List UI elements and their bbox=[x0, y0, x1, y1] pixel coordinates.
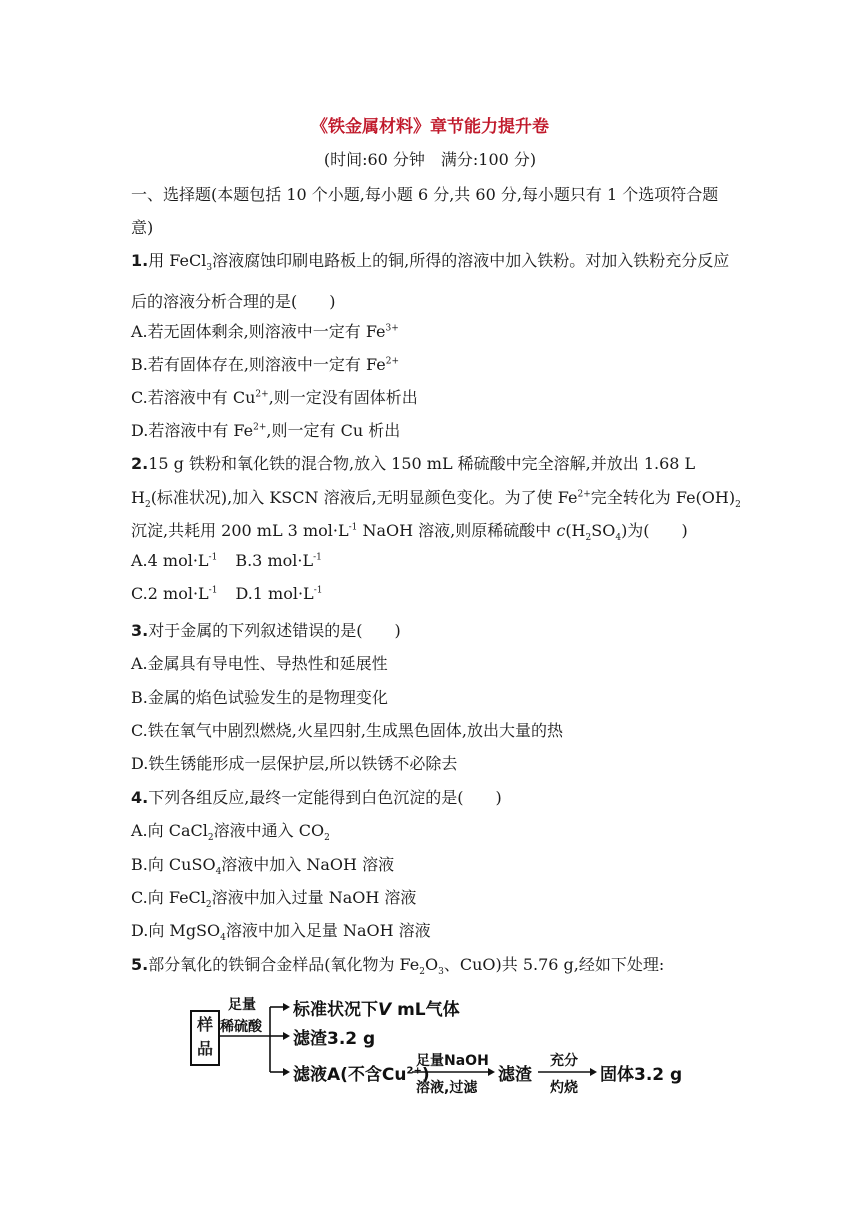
gas-output-label: 标准状况下V mL气体 bbox=[293, 1000, 460, 1020]
residue-output-label: 滤渣3.2 g bbox=[293, 1029, 376, 1049]
question-2-stem-line-3: 沉淀,共耗用 200 mL 3 $mol\cdot L^{-1}$ NaOH 溶液,则原稀硫酸中 $c(H_2SO_4)$为( ) bbox=[131, 521, 688, 544]
residue-2-label: 滤渣 bbox=[498, 1065, 532, 1085]
exam-info: (时间:60 分钟 满分:100 分) bbox=[323, 150, 537, 169]
page-title: 《铁金属材料》章节能力提升卷 bbox=[311, 117, 549, 137]
question-1-option-c: C.若溶液中有 $Cu^{2+}$,则一定没有固体析出 bbox=[131, 388, 418, 407]
question-3-option-a: A.金属具有导电性、导热性和延展性 bbox=[131, 654, 388, 673]
process-flow-diagram bbox=[190, 990, 690, 1100]
question-5-stem: 5.部分氧化的铁铜合金样品(氧化物为 $Fe_2O_3$、CuO)共 5.76 g,经如下处理: bbox=[131, 955, 665, 978]
question-3-option-c: C.铁在氧气中剧烈燃烧,火星四射,生成黑色固体,放出大量的热 bbox=[131, 721, 564, 740]
question-2-option-c: C.2 $mol\cdot L^{-1}$ bbox=[131, 584, 218, 603]
question-1-stem: 1.用 FeCl$_3$溶液腐蚀印刷电路板上的铜,所得的溶液中加入铁粉。对加入铁粉充分反应后的溶液分析合理的是( ) bbox=[131, 251, 730, 312]
naoh-step-top-label: 足量NaOH bbox=[416, 1053, 489, 1069]
question-number: 5. bbox=[131, 955, 149, 974]
question-number: 3. bbox=[131, 621, 149, 640]
question-1-option-d: D.若溶液中有 $Fe^{2+}$,则一定有 Cu 析出 bbox=[131, 421, 401, 440]
roast-step-top-label: 充分 bbox=[550, 1053, 578, 1069]
question-4-option-c: C.向 FeCl$_2$溶液中加入过量 NaOH 溶液 bbox=[131, 888, 417, 911]
sample-box: 样品 bbox=[190, 1010, 220, 1066]
question-4-option-b: B.向 CuSO$_4$溶液中加入 NaOH 溶液 bbox=[131, 855, 395, 878]
question-3-option-d: D.铁生锈能形成一层保护层,所以铁锈不必除去 bbox=[131, 754, 458, 773]
question-2-stem-line-2: $H_2$(标准状况),加入 KSCN 溶液后,无明显颜色变化。为了使 $Fe^{2+}$完全转化为 $Fe(OH)_2$ bbox=[131, 488, 741, 511]
question-2-options-ab bbox=[131, 551, 322, 570]
question-3-stem: 3.对于金属的下列叙述错误的是( ) bbox=[131, 621, 401, 640]
question-3-option-b: B.金属的焰色试验发生的是物理变化 bbox=[131, 688, 388, 707]
filtrate-a-label: 滤液A(不含$Cu^{2+}$) bbox=[293, 1065, 430, 1085]
section-heading: 一、选择题(本题包括 10 个小题,每小题 6 分,共 60 分,每小题只有 1 个选项符合题意) bbox=[131, 185, 719, 237]
question-1-option-a: A.若无固体剩余,则溶液中一定有 $Fe^{3+}$ bbox=[131, 322, 399, 341]
question-4-option-a: A.向 CaCl$_2$溶液中通入 $CO_2$ bbox=[131, 821, 330, 844]
naoh-step-bottom-label: 溶液,过滤 bbox=[416, 1080, 478, 1096]
roast-step-bottom-label: 灼烧 bbox=[550, 1080, 578, 1096]
question-2-options-cd bbox=[131, 584, 322, 603]
question-4-stem: 4.下列各组反应,最终一定能得到白色沉淀的是( ) bbox=[131, 788, 502, 807]
question-number: 1. bbox=[131, 251, 149, 270]
final-solid-label: 固体3.2 g bbox=[600, 1065, 683, 1085]
question-2-option-d: D.1 $mol\cdot L^{-1}$ bbox=[235, 584, 323, 603]
question-2-stem-line-1: 2.15 g 铁粉和氧化铁的混合物,放入 150 mL 稀硫酸中完全溶解,并放出 1.68 L bbox=[131, 454, 696, 473]
reagent-top-label: 足量 bbox=[228, 997, 256, 1013]
question-number: 4. bbox=[131, 788, 149, 807]
reagent-bottom-label: 稀硫酸 bbox=[220, 1019, 262, 1035]
question-2-option-a: A.4 $mol\cdot L^{-1}$ bbox=[131, 551, 218, 570]
question-4-option-d: D.向 MgSO$_4$溶液中加入足量 NaOH 溶液 bbox=[131, 921, 431, 944]
question-number: 2. bbox=[131, 454, 149, 473]
question-2-option-b: B.3 $mol\cdot L^{-1}$ bbox=[235, 551, 322, 570]
question-1-option-b: B.若有固体存在,则溶液中一定有 $Fe^{2+}$ bbox=[131, 355, 399, 374]
